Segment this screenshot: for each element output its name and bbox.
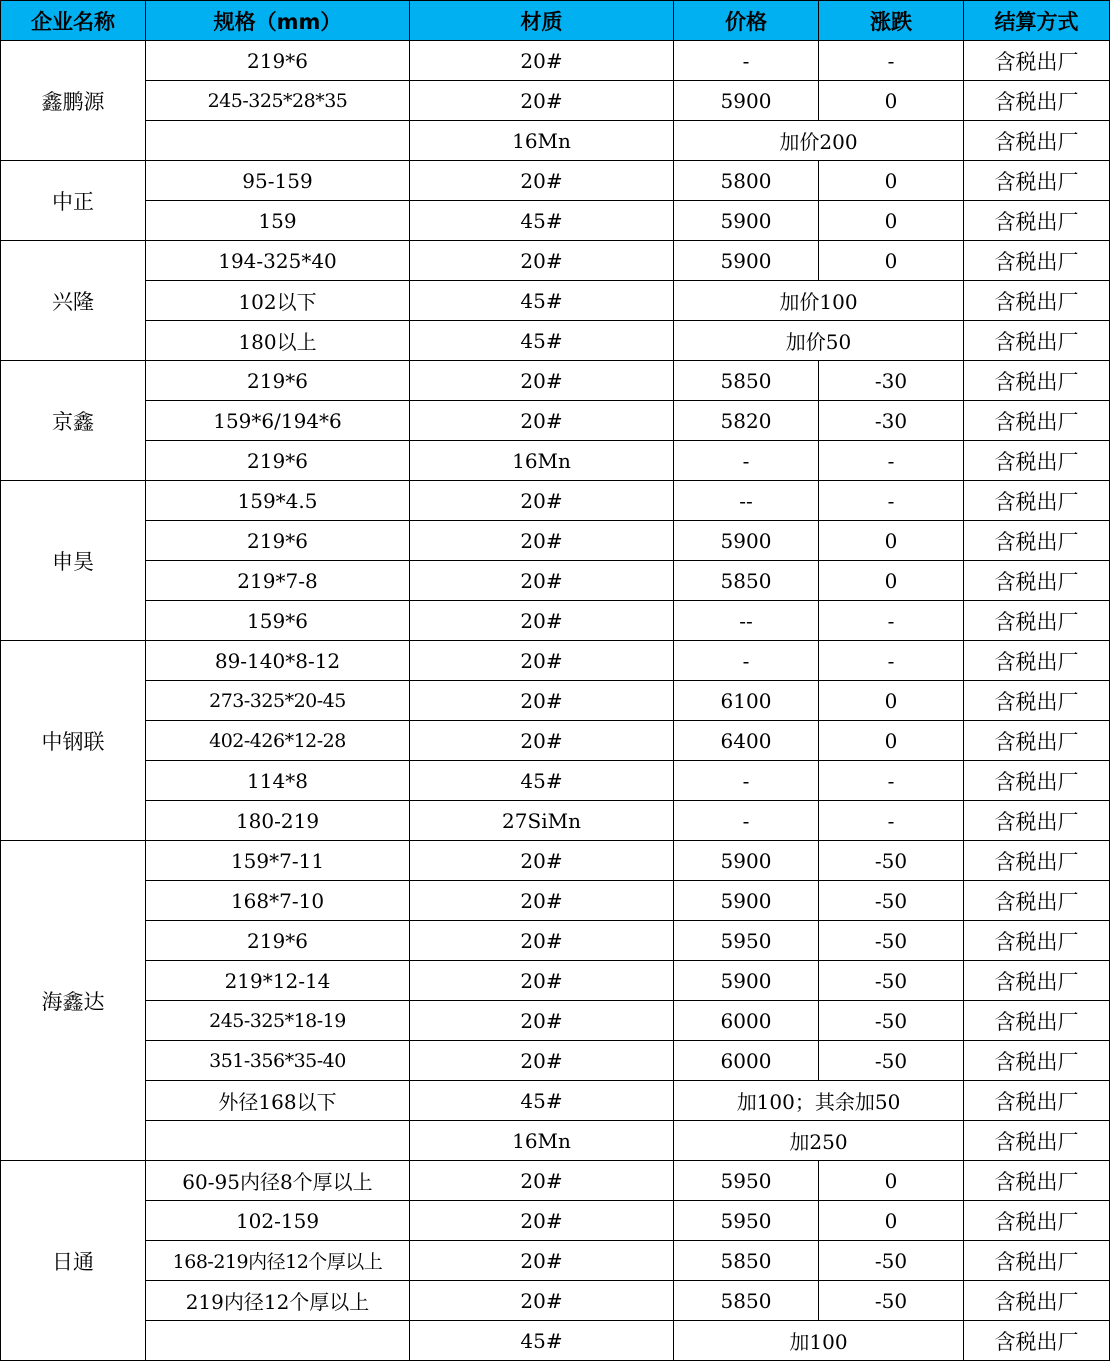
settlement-cell: 含税出厂 [964, 601, 1110, 641]
material-cell: 45# [410, 201, 674, 241]
change-cell: 0 [819, 161, 964, 201]
table-header [1, 1, 1110, 41]
table-row [1, 121, 1110, 161]
spec-cell: 114*8 [146, 761, 410, 801]
header-spec: 规格（mm） [146, 1, 410, 41]
price-cell: 5950 [674, 921, 819, 961]
price-note-cell: 加价100 [674, 281, 964, 321]
settlement-cell: 含税出厂 [964, 921, 1110, 961]
change-cell: -50 [819, 1041, 964, 1081]
company-cell: 中钢联 [1, 641, 146, 841]
settlement-cell: 含税出厂 [964, 1321, 1110, 1361]
change-cell: - [819, 481, 964, 521]
table-row [1, 1201, 1110, 1241]
material-cell: 27SiMn [410, 801, 674, 841]
spec-cell: 219*6 [146, 521, 410, 561]
settlement-cell: 含税出厂 [964, 441, 1110, 481]
price-cell: 5950 [674, 1201, 819, 1241]
change-cell: 0 [819, 1161, 964, 1201]
table-row [1, 721, 1110, 761]
settlement-cell: 含税出厂 [964, 641, 1110, 681]
material-cell: 20# [410, 241, 674, 281]
change-cell: - [819, 41, 964, 81]
price-cell: 5900 [674, 961, 819, 1001]
spec-cell: 159*4.5 [146, 481, 410, 521]
material-cell: 16Mn [410, 121, 674, 161]
material-cell: 20# [410, 1041, 674, 1081]
price-cell: -- [674, 601, 819, 641]
price-cell: 6100 [674, 681, 819, 721]
spec-cell: 159*7-11 [146, 841, 410, 881]
change-cell: 0 [819, 521, 964, 561]
table-row [1, 1241, 1110, 1281]
change-cell: -50 [819, 1001, 964, 1041]
change-cell: -50 [819, 1281, 964, 1321]
spec-cell: 351-356*35-40 [146, 1041, 410, 1081]
settlement-cell: 含税出厂 [964, 521, 1110, 561]
header-settlement: 结算方式 [964, 1, 1110, 41]
settlement-cell: 含税出厂 [964, 161, 1110, 201]
spec-cell: 219*6 [146, 41, 410, 81]
settlement-cell: 含税出厂 [964, 361, 1110, 401]
spec-cell: 245-325*18-19 [146, 1001, 410, 1041]
price-note-cell: 加100 [674, 1321, 964, 1361]
header-change: 涨跌 [819, 1, 964, 41]
table-row [1, 1321, 1110, 1361]
price-cell: 5900 [674, 241, 819, 281]
spec-cell: 219*7-8 [146, 561, 410, 601]
change-cell: 0 [819, 681, 964, 721]
spec-cell: 外径168以下 [146, 1081, 410, 1121]
price-cell: - [674, 761, 819, 801]
spec-cell: 89-140*8-12 [146, 641, 410, 681]
spec-cell: 180-219 [146, 801, 410, 841]
material-cell: 20# [410, 1161, 674, 1201]
settlement-cell: 含税出厂 [964, 1201, 1110, 1241]
price-note-cell: 加100；其余加50 [674, 1081, 964, 1121]
material-cell: 20# [410, 1201, 674, 1241]
spec-cell: 219*6 [146, 921, 410, 961]
change-cell: 0 [819, 721, 964, 761]
settlement-cell: 含税出厂 [964, 961, 1110, 1001]
table-row [1, 361, 1110, 401]
table-row [1, 641, 1110, 681]
company-cell: 鑫鹏源 [1, 41, 146, 161]
spec-cell: 168-219内径12个厚以上 [146, 1241, 410, 1281]
change-cell: 0 [819, 201, 964, 241]
change-cell: -50 [819, 841, 964, 881]
change-cell: - [819, 641, 964, 681]
material-cell: 45# [410, 1321, 674, 1361]
material-cell: 20# [410, 841, 674, 881]
spec-cell: 180以上 [146, 321, 410, 361]
change-cell: 0 [819, 241, 964, 281]
settlement-cell: 含税出厂 [964, 281, 1110, 321]
material-cell: 20# [410, 1001, 674, 1041]
header-row [1, 1, 1110, 41]
change-cell: 0 [819, 561, 964, 601]
table-row [1, 41, 1110, 81]
price-cell: 5900 [674, 841, 819, 881]
settlement-cell: 含税出厂 [964, 121, 1110, 161]
table-row [1, 321, 1110, 361]
price-cell: - [674, 41, 819, 81]
spec-cell: 102以下 [146, 281, 410, 321]
table-row [1, 841, 1110, 881]
company-cell: 中正 [1, 161, 146, 241]
material-cell: 16Mn [410, 441, 674, 481]
spec-cell: 219*6 [146, 441, 410, 481]
settlement-cell: 含税出厂 [964, 1081, 1110, 1121]
price-cell: 5800 [674, 161, 819, 201]
change-cell: 0 [819, 81, 964, 121]
price-cell: 5850 [674, 361, 819, 401]
spec-cell: 194-325*40 [146, 241, 410, 281]
table-row [1, 481, 1110, 521]
settlement-cell: 含税出厂 [964, 881, 1110, 921]
price-cell: 5900 [674, 521, 819, 561]
price-cell: 5850 [674, 1241, 819, 1281]
change-cell: - [819, 601, 964, 641]
spec-cell: 273-325*20-45 [146, 681, 410, 721]
price-cell: 5950 [674, 1161, 819, 1201]
price-cell: -- [674, 481, 819, 521]
company-cell: 京鑫 [1, 361, 146, 481]
table-row [1, 521, 1110, 561]
header-material: 材质 [410, 1, 674, 41]
company-cell: 申昊 [1, 481, 146, 641]
spec-cell: 95-159 [146, 161, 410, 201]
price-cell: 5850 [674, 1281, 819, 1321]
price-cell: - [674, 801, 819, 841]
material-cell: 20# [410, 1241, 674, 1281]
material-cell: 20# [410, 561, 674, 601]
company-cell: 兴隆 [1, 241, 146, 361]
change-cell: - [819, 801, 964, 841]
settlement-cell: 含税出厂 [964, 481, 1110, 521]
material-cell: 20# [410, 521, 674, 561]
table-row [1, 1121, 1110, 1161]
settlement-cell: 含税出厂 [964, 721, 1110, 761]
table-row [1, 401, 1110, 441]
settlement-cell: 含税出厂 [964, 561, 1110, 601]
price-cell: 6000 [674, 1001, 819, 1041]
spec-cell: 219*12-14 [146, 961, 410, 1001]
table-row [1, 81, 1110, 121]
settlement-cell: 含税出厂 [964, 841, 1110, 881]
spec-cell: 245-325*28*35 [146, 81, 410, 121]
change-cell: -50 [819, 1241, 964, 1281]
change-cell: -50 [819, 921, 964, 961]
material-cell: 16Mn [410, 1121, 674, 1161]
settlement-cell: 含税出厂 [964, 801, 1110, 841]
table-row [1, 961, 1110, 1001]
change-cell: -30 [819, 361, 964, 401]
table-row [1, 681, 1110, 721]
material-cell: 45# [410, 281, 674, 321]
material-cell: 20# [410, 961, 674, 1001]
settlement-cell: 含税出厂 [964, 401, 1110, 441]
spec-cell: 168*7-10 [146, 881, 410, 921]
table-row [1, 241, 1110, 281]
material-cell: 20# [410, 161, 674, 201]
settlement-cell: 含税出厂 [964, 1161, 1110, 1201]
change-cell: -30 [819, 401, 964, 441]
material-cell: 20# [410, 361, 674, 401]
price-cell: 5900 [674, 81, 819, 121]
material-cell: 20# [410, 881, 674, 921]
table-row [1, 881, 1110, 921]
header-company: 企业名称 [1, 1, 146, 41]
settlement-cell: 含税出厂 [964, 1001, 1110, 1041]
settlement-cell: 含税出厂 [964, 81, 1110, 121]
price-cell: 5900 [674, 881, 819, 921]
change-cell: - [819, 441, 964, 481]
material-cell: 20# [410, 1281, 674, 1321]
table-row [1, 441, 1110, 481]
price-note-cell: 加价50 [674, 321, 964, 361]
settlement-cell: 含税出厂 [964, 761, 1110, 801]
company-cell: 海鑫达 [1, 841, 146, 1161]
spec-cell: 219*6 [146, 361, 410, 401]
table-row [1, 161, 1110, 201]
settlement-cell: 含税出厂 [964, 1041, 1110, 1081]
spec-cell [146, 1121, 410, 1161]
header-price: 价格 [674, 1, 819, 41]
table-row [1, 1001, 1110, 1041]
spec-cell: 60-95内径8个厚以上 [146, 1161, 410, 1201]
table-row [1, 281, 1110, 321]
table-row [1, 801, 1110, 841]
price-cell: - [674, 441, 819, 481]
settlement-cell: 含税出厂 [964, 321, 1110, 361]
price-note-cell: 加价200 [674, 121, 964, 161]
price-note-cell: 加250 [674, 1121, 964, 1161]
price-cell: 5850 [674, 561, 819, 601]
price-cell: 6000 [674, 1041, 819, 1081]
material-cell: 20# [410, 721, 674, 761]
material-cell: 20# [410, 41, 674, 81]
change-cell: -50 [819, 881, 964, 921]
price-cell: 5820 [674, 401, 819, 441]
settlement-cell: 含税出厂 [964, 201, 1110, 241]
material-cell: 20# [410, 681, 674, 721]
material-cell: 45# [410, 761, 674, 801]
company-cell: 日通 [1, 1161, 146, 1361]
table-row [1, 761, 1110, 801]
settlement-cell: 含税出厂 [964, 681, 1110, 721]
spec-cell: 159*6 [146, 601, 410, 641]
settlement-cell: 含税出厂 [964, 1281, 1110, 1321]
table-row [1, 201, 1110, 241]
spec-cell: 219内径12个厚以上 [146, 1281, 410, 1321]
price-cell: 5900 [674, 201, 819, 241]
material-cell: 20# [410, 641, 674, 681]
settlement-cell: 含税出厂 [964, 41, 1110, 81]
table-body [1, 41, 1110, 1361]
price-cell: - [674, 641, 819, 681]
table-row [1, 1161, 1110, 1201]
table-row [1, 1081, 1110, 1121]
table-row [1, 1281, 1110, 1321]
table-row [1, 921, 1110, 961]
material-cell: 20# [410, 601, 674, 641]
change-cell: -50 [819, 961, 964, 1001]
material-cell: 45# [410, 321, 674, 361]
material-cell: 20# [410, 401, 674, 441]
change-cell: - [819, 761, 964, 801]
spec-cell: 402-426*12-28 [146, 721, 410, 761]
settlement-cell: 含税出厂 [964, 1121, 1110, 1161]
material-cell: 20# [410, 481, 674, 521]
spec-cell [146, 1321, 410, 1361]
material-cell: 20# [410, 81, 674, 121]
table-row [1, 1041, 1110, 1081]
settlement-cell: 含税出厂 [964, 1241, 1110, 1281]
table-row [1, 601, 1110, 641]
material-cell: 45# [410, 1081, 674, 1121]
spec-cell: 159 [146, 201, 410, 241]
table-row [1, 561, 1110, 601]
change-cell: 0 [819, 1201, 964, 1241]
price-cell: 6400 [674, 721, 819, 761]
spec-cell: 102-159 [146, 1201, 410, 1241]
spec-cell: 159*6/194*6 [146, 401, 410, 441]
spec-cell [146, 121, 410, 161]
settlement-cell: 含税出厂 [964, 241, 1110, 281]
material-cell: 20# [410, 921, 674, 961]
